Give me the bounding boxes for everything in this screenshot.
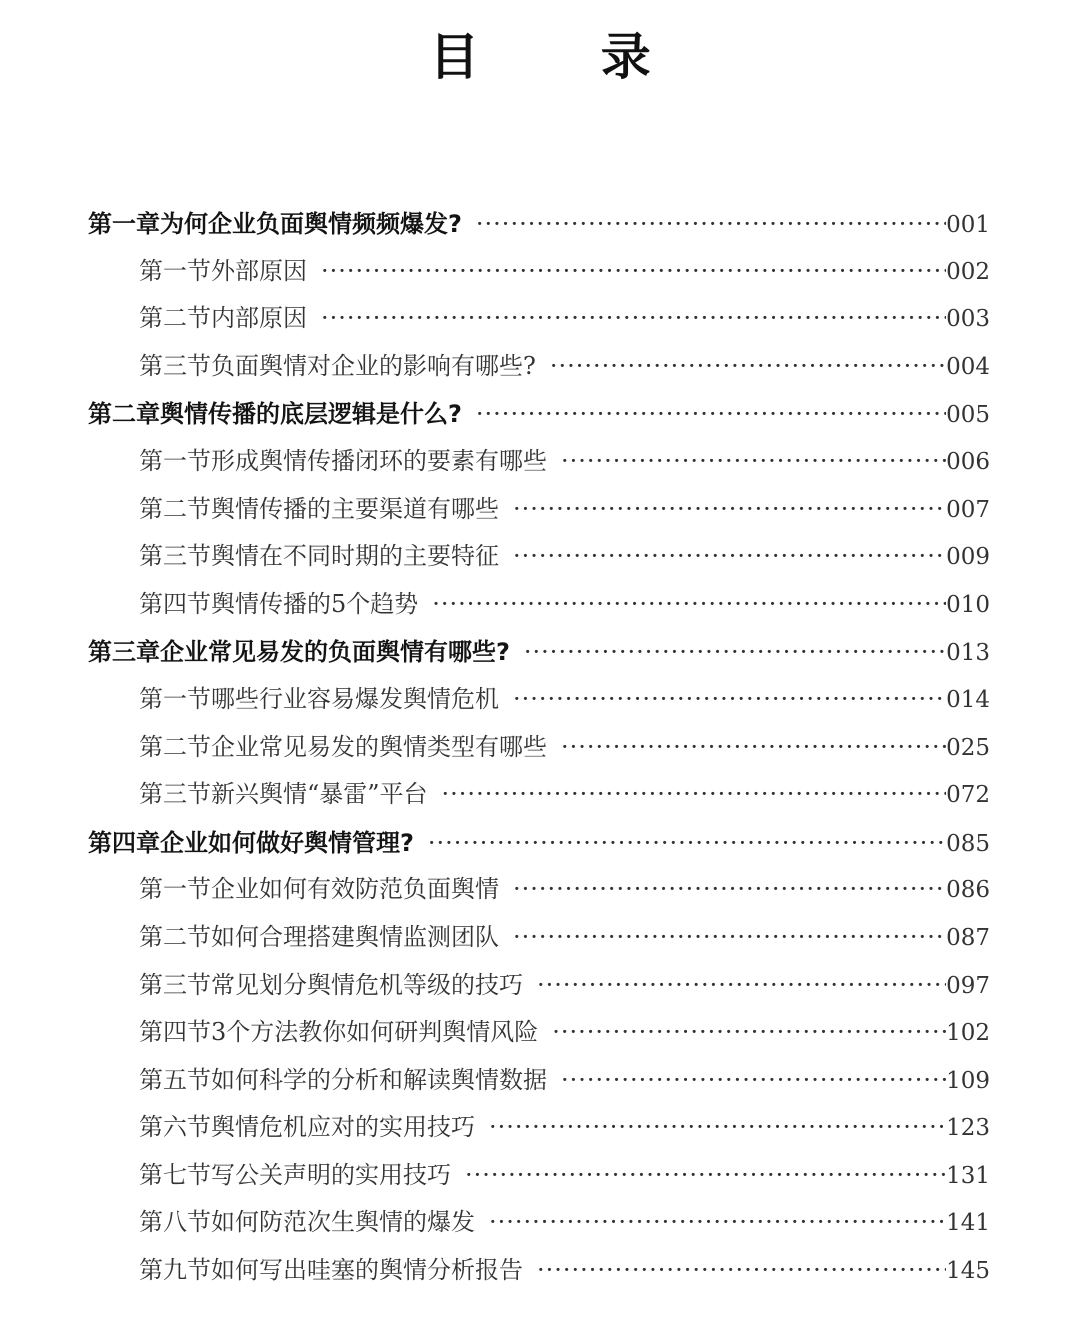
toc-entry-number: 第一节 xyxy=(139,684,211,713)
toc-section-entry[interactable] xyxy=(0,676,1080,724)
toc-entry-title: 舆情危机应对的实用技巧 xyxy=(211,1113,475,1142)
toc-entry-title: 如何科学的分析和解读舆情数据 xyxy=(211,1065,547,1094)
toc-entry-title: 企业如何做好舆情管理? xyxy=(160,828,414,857)
toc-section-entry[interactable] xyxy=(0,248,1080,296)
toc-entry-number: 第三节 xyxy=(139,970,211,999)
toc-entry-number: 第四节 xyxy=(139,1018,211,1047)
toc-entry-page-number: 010 xyxy=(946,591,990,618)
toc-dot-leader xyxy=(321,248,946,296)
toc-entry-number: 第三章 xyxy=(88,637,160,667)
toc-entry-number: 第三节 xyxy=(139,351,211,380)
toc-section-entry[interactable] xyxy=(0,962,1080,1010)
toc-chapter-entry[interactable] xyxy=(0,200,1080,248)
toc-entry-number: 第四章 xyxy=(88,827,160,857)
toc-entry-title: 企业如何有效防范负面舆情 xyxy=(211,875,499,904)
toc-dot-leader xyxy=(442,771,947,819)
toc-entry-number: 第三节 xyxy=(139,780,211,809)
toc-section-entry[interactable] xyxy=(0,1247,1080,1295)
toc-entry-page-number: 025 xyxy=(946,734,990,761)
toc-entry-title: 内部原因 xyxy=(211,304,307,333)
toc-entry-number: 第二章 xyxy=(88,399,160,429)
table-of-contents xyxy=(0,200,1080,1295)
toc-entry-page-number: 014 xyxy=(946,686,990,713)
toc-entry-page-number: 123 xyxy=(946,1115,990,1142)
toc-entry-page-number: 003 xyxy=(946,306,990,333)
toc-section-entry[interactable] xyxy=(0,1199,1080,1247)
toc-section-entry[interactable] xyxy=(0,1152,1080,1200)
toc-dot-leader xyxy=(537,962,946,1010)
toc-dot-leader xyxy=(524,629,946,677)
toc-chapter-entry[interactable] xyxy=(0,819,1080,867)
toc-entry-title: 舆情传播的底层逻辑是什么? xyxy=(160,400,462,429)
toc-entry-page-number: 007 xyxy=(946,496,990,523)
toc-entry-title: 形成舆情传播闭环的要素有哪些 xyxy=(211,446,547,475)
toc-entry-page-number: 087 xyxy=(946,924,990,951)
toc-chapter-entry[interactable] xyxy=(0,628,1080,676)
toc-entry-title: 舆情传播的主要渠道有哪些 xyxy=(211,494,499,523)
toc-section-entry[interactable] xyxy=(0,295,1080,343)
toc-dot-leader xyxy=(513,866,946,914)
toc-entry-page-number: 141 xyxy=(946,1210,990,1237)
toc-section-entry[interactable] xyxy=(0,1057,1080,1105)
toc-entry-number: 第四节 xyxy=(139,589,211,618)
toc-entry-title: 如何防范次生舆情的爆发 xyxy=(211,1208,475,1237)
toc-dot-leader xyxy=(489,1104,946,1152)
toc-entry-page-number: 009 xyxy=(946,544,990,571)
toc-section-entry[interactable] xyxy=(0,1009,1080,1057)
toc-entry-title: 如何写出哇塞的舆情分析报告 xyxy=(211,1256,523,1285)
toc-dot-leader xyxy=(321,295,946,343)
toc-section-entry[interactable] xyxy=(0,343,1080,391)
toc-entry-page-number: 085 xyxy=(946,830,990,857)
toc-entry-page-number: 102 xyxy=(946,1020,990,1047)
toc-dot-leader xyxy=(550,343,946,391)
toc-dot-leader xyxy=(513,914,946,962)
toc-entry-number: 第二节 xyxy=(139,494,211,523)
toc-section-entry[interactable] xyxy=(0,533,1080,581)
toc-entry-number: 第五节 xyxy=(139,1065,211,1094)
toc-entry-title: 3个方法教你如何研判舆情风险 xyxy=(211,1018,539,1047)
toc-entry-title: 写公关声明的实用技巧 xyxy=(211,1160,451,1189)
toc-dot-leader xyxy=(476,201,946,249)
toc-section-entry[interactable] xyxy=(0,771,1080,819)
toc-dot-leader xyxy=(432,581,946,629)
toc-entry-number: 第九节 xyxy=(139,1256,211,1285)
toc-entry-page-number: 013 xyxy=(946,640,990,667)
toc-entry-page-number: 097 xyxy=(946,972,990,999)
toc-entry-title: 负面舆情对企业的影响有哪些? xyxy=(211,351,536,380)
toc-section-entry[interactable] xyxy=(0,914,1080,962)
toc-entry-title: 为何企业负面舆情频频爆发? xyxy=(160,210,462,238)
toc-dot-leader xyxy=(428,820,946,868)
toc-section-entry[interactable] xyxy=(0,724,1080,772)
toc-dot-leader xyxy=(561,1057,946,1105)
toc-dot-leader xyxy=(552,1009,946,1057)
toc-entry-title: 外部原因 xyxy=(211,256,307,285)
toc-entry-number: 第二节 xyxy=(139,922,211,951)
toc-section-entry[interactable] xyxy=(0,1104,1080,1152)
toc-entry-number: 第六节 xyxy=(139,1113,211,1142)
toc-entry-page-number: 086 xyxy=(946,877,990,904)
toc-entry-title: 常见划分舆情危机等级的技巧 xyxy=(211,970,523,999)
toc-entry-number: 第一节 xyxy=(139,875,211,904)
toc-entry-title: 企业常见易发的舆情类型有哪些 xyxy=(211,732,547,761)
toc-section-entry[interactable] xyxy=(0,486,1080,534)
toc-entry-number: 第一章 xyxy=(88,209,160,238)
toc-section-entry[interactable] xyxy=(0,438,1080,486)
toc-dot-leader xyxy=(476,391,946,439)
toc-entry-page-number: 131 xyxy=(946,1162,990,1189)
toc-entry-number: 第八节 xyxy=(139,1208,211,1237)
toc-dot-leader xyxy=(489,1199,946,1247)
toc-entry-title: 企业常见易发的负面舆情有哪些? xyxy=(160,638,510,667)
toc-entry-title: 舆情传播的5个趋势 xyxy=(211,589,419,618)
toc-entry-number: 第二节 xyxy=(139,732,211,761)
toc-entry-number: 第七节 xyxy=(139,1160,211,1189)
toc-dot-leader xyxy=(513,533,946,581)
toc-entry-page-number: 001 xyxy=(946,212,990,238)
toc-entry-title: 新兴舆情“暴雷”平台 xyxy=(211,780,428,809)
toc-entry-page-number: 004 xyxy=(946,353,990,380)
toc-entry-number: 第二节 xyxy=(139,304,211,333)
toc-chapter-entry[interactable] xyxy=(0,390,1080,438)
toc-dot-leader xyxy=(537,1247,946,1295)
toc-section-entry[interactable] xyxy=(0,866,1080,914)
toc-entry-title: 如何合理搭建舆情监测团队 xyxy=(211,922,499,951)
toc-entry-number: 第三节 xyxy=(139,542,211,571)
toc-entry-page-number: 002 xyxy=(946,258,990,285)
toc-dot-leader xyxy=(513,486,946,534)
toc-entry-page-number: 006 xyxy=(946,448,990,475)
toc-entry-number: 第一节 xyxy=(139,446,211,475)
toc-dot-leader xyxy=(465,1152,946,1200)
toc-dot-leader xyxy=(561,438,946,486)
toc-entry-number: 第一节 xyxy=(139,256,211,285)
toc-entry-title: 舆情在不同时期的主要特征 xyxy=(211,542,499,571)
toc-entry-page-number: 145 xyxy=(946,1258,990,1285)
toc-entry-title: 哪些行业容易爆发舆情危机 xyxy=(211,684,499,713)
page-title: 目 录 xyxy=(429,28,703,86)
toc-entry-page-number: 005 xyxy=(946,402,990,429)
toc-section-entry[interactable] xyxy=(0,581,1080,629)
toc-dot-leader xyxy=(561,724,946,772)
toc-entry-page-number: 109 xyxy=(946,1067,990,1094)
toc-entry-page-number: 072 xyxy=(946,782,990,809)
toc-dot-leader xyxy=(513,676,946,724)
